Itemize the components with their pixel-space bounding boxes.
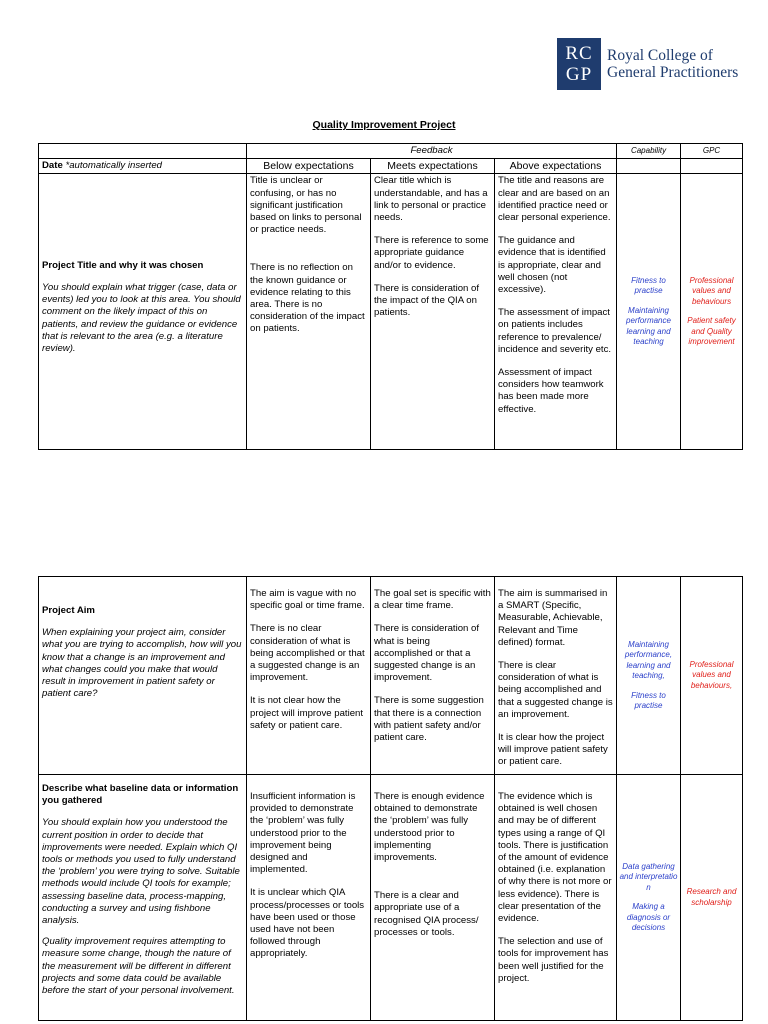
below-para: Insufficient information is provided to demonstrate the ‘problem’ was fully understood prior to the improvement being designed and implemented.	[250, 791, 356, 876]
criterion-description	[42, 627, 243, 700]
date-cell	[39, 159, 247, 174]
above-cell	[495, 174, 617, 450]
above-expectations-header: Above expectations	[495, 159, 617, 174]
capability-item: Fitness to practise	[631, 275, 666, 296]
gpc-item: Professional values and behaviours	[689, 275, 734, 306]
meets-para: There is some suggestion that there is a connection with patient safety and/or patient care.	[374, 695, 484, 744]
gpc-item: Research and scholarship	[686, 887, 737, 907]
below-para: It is unclear which QIA process/processes or tools have been used or those used have not been followed through appropriately.	[250, 887, 365, 960]
capability-item: Maintaining performance, learning and teaching,	[624, 639, 673, 680]
meets-para: There is consideration of what is being accomplished or that a suggested change is an improvement.	[374, 623, 480, 684]
table-row	[39, 577, 743, 775]
criterion-cell	[39, 577, 247, 775]
above-cell	[495, 775, 617, 1021]
capability-cell	[617, 775, 681, 1021]
date-note: *automatically inserted	[65, 160, 162, 172]
capability-item: Data gathering and interpretatio n	[619, 861, 678, 892]
meets-expectations-header: Meets expectations	[371, 159, 495, 174]
capability-cell	[617, 174, 681, 450]
below-para: There is no reflection on the known guidance or evidence relating to this area. There is no consideration of the impact on patients.	[250, 262, 365, 335]
capability-blank	[617, 159, 681, 174]
gpc-cell	[681, 775, 743, 1021]
below-para: The aim is vague with no specific goal or time frame.	[250, 588, 365, 612]
above-para: The aim is summarised in a SMART (Specific, Measurable, Achievable, Relevant and Time defined) format.	[498, 588, 608, 648]
gpc-header: GPC	[681, 144, 743, 159]
below-expectations-header: Below expectations	[247, 159, 371, 174]
above-para: Assessment of impact considers how teamwork has been made more effective.	[498, 367, 604, 415]
below-para: There is no clear consideration of what is being accomplished or that a suggested change is an improvement.	[250, 623, 365, 684]
gpc-cell	[681, 174, 743, 450]
above-para: There is clear consideration of what is being accomplished and that a suggested change is an improvement.	[498, 660, 613, 720]
above-para: The guidance and evidence that is identified is appropriate, clear and well chosen (not excessive).	[498, 235, 606, 296]
rcgp-logo	[557, 38, 738, 90]
meets-para: There is a clear and appropriate use of a recognised QIA process/ processes or tools.	[374, 890, 479, 938]
feedback-header: Feedback	[247, 144, 617, 159]
logo-wordmark	[607, 47, 738, 81]
above-para: It is clear how the project will improve patient safety or patient care.	[498, 732, 608, 768]
logo-line-1: Royal College of	[607, 47, 713, 64]
capability-cell	[617, 577, 681, 775]
capability-item: Fitness to practise	[631, 690, 666, 710]
gpc-item: Patient safety and Quality improvement	[687, 316, 736, 347]
above-para: The evidence which is obtained is well chosen and may be of different types using a range of QI tools. There is justification of the amount of evidence obtained (i.e. explanation of why there is not more or less evidence). There is clear presentation of the evidence.	[498, 791, 612, 925]
below-para: It is not clear how the project will improve patient safety or patient care.	[250, 695, 364, 731]
rubric-table-top	[38, 143, 743, 450]
criterion-title: Project Aim	[42, 605, 95, 616]
meets-para: There is consideration of the impact of the QIA on patients.	[374, 282, 480, 319]
criterion-title: Project Title and why it was chosen	[42, 259, 204, 271]
logo-monogram-top: RC	[565, 43, 593, 64]
capability-header: Capability	[617, 144, 681, 159]
date-label: Date	[42, 160, 63, 172]
gpc-cell	[681, 577, 743, 775]
rubric-table-bottom	[38, 576, 743, 1021]
below-para: Title is unclear or confusing, or has no significant justification based on links to personal or practice needs.	[250, 175, 362, 236]
criterion-description-para: You should explain what trigger (case, data or events) led you to look at this area. You should comment on the likely impact of this on patients, and review the guidance or evidence that is relevant to the area (e.g. a literature review).	[42, 281, 241, 354]
document-title: Quality Improvement Project	[312, 119, 456, 131]
table-row	[39, 775, 743, 1021]
gpc-blank	[681, 159, 743, 174]
criterion-cell	[39, 174, 247, 450]
above-cell	[495, 577, 617, 775]
table-row	[39, 174, 743, 450]
criterion-cell	[39, 775, 247, 1021]
meets-cell	[371, 174, 495, 450]
meets-para: There is reference to some appropriate guidance and/or to evidence.	[374, 235, 489, 271]
above-para: The selection and use of tools for improvement has been well justified for the project.	[498, 936, 609, 984]
below-cell	[247, 775, 371, 1021]
meets-para: There is enough evidence obtained to demonstrate the ‘problem’ was fully understood prior to implementing improvements.	[374, 791, 485, 864]
criterion-description-para: Quality improvement requires attempting to measure some change, though the nature of the measurement will be different in different projects and some data could be available before the start of your personal involvement.	[42, 936, 235, 997]
meets-para: The goal set is specific with a clear time frame.	[374, 588, 491, 612]
meets-cell	[371, 577, 495, 775]
below-cell	[247, 577, 371, 775]
criterion-title: Describe what baseline data or information you gathered	[42, 783, 239, 807]
criterion-description	[42, 282, 243, 355]
above-para: The title and reasons are clear and are based on an identified practice need or clear personal experience.	[498, 175, 611, 224]
criterion-description-para: You should explain how you understood the current position in order to decide that improvements were needed. Explain which QI tools or methods you used to fully understand the ‘problem’ you were trying to solve. Suitable methods would include QI tools for example; assessing baseline data, process-mapping, conducting a survey and using fishbone analysis.	[42, 817, 240, 927]
below-cell	[247, 174, 371, 450]
meets-cell	[371, 775, 495, 1021]
criterion-description-para: When explaining your project aim, consider what you are trying to accomplish, how will you know that a change is an improvement and what changes could you make that would result in improvement in patient safety or patient care?	[42, 627, 242, 700]
capability-item: Maintaining performance learning and teaching	[626, 305, 671, 347]
logo-monogram-bottom: GP	[565, 64, 593, 85]
gpc-item: Professional values and behaviours,	[689, 659, 734, 690]
header-blank	[39, 144, 247, 159]
meets-para: Clear title which is understandable, and has a link to personal or practice needs.	[374, 175, 488, 224]
criterion-description	[42, 817, 243, 997]
above-para: The assessment of impact on patients includes reference to prevalence/ incidence and severity etc.	[498, 307, 612, 355]
logo-monogram	[557, 38, 601, 90]
logo-line-2: General Practitioners	[607, 64, 739, 81]
capability-item: Making a diagnosis or decisions	[626, 902, 671, 932]
